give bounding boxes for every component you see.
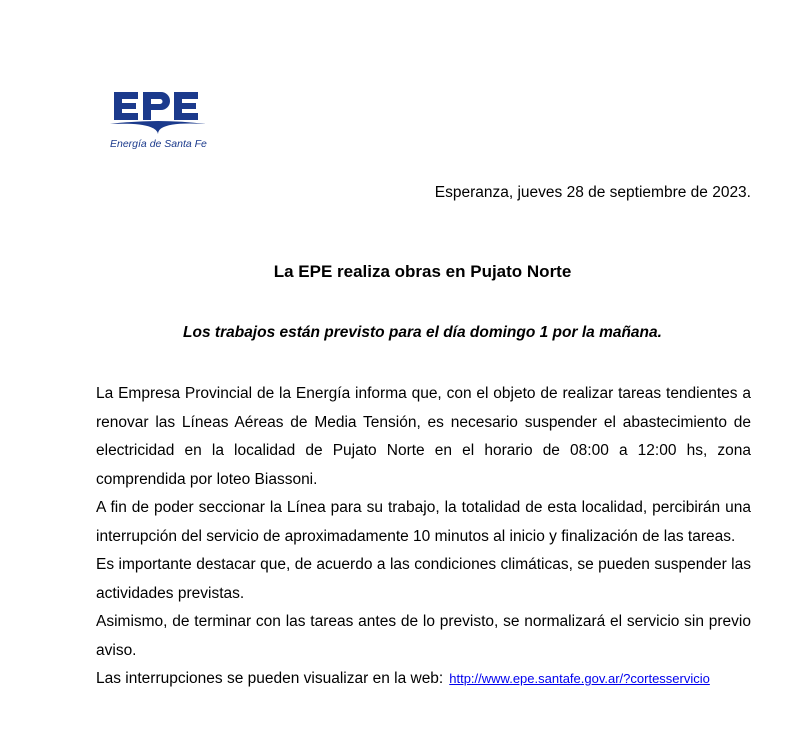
paragraph: A fin de poder seccionar la Línea para su trabajo, la totalidad de esta localidad, percibirán una interrupción del servicio de aproximadamente 10 minutos al inicio y finalización de las tareas. [96, 499, 751, 545]
logo-tagline: Energía de Santa Fe [110, 138, 207, 150]
page-title: La EPE realiza obras en Pujato Norte [273, 262, 572, 281]
subtitle: Los trabajos están previsto para el día domingo 1 por la mañana. [183, 324, 662, 341]
epe-logo-mark [108, 88, 208, 138]
web-line-text: Las interrupciones se pueden visualizar en la web: [96, 670, 444, 687]
cortes-servicio-link[interactable]: http://www.epe.santafe.gov.ar/?cortesservicio [449, 671, 710, 686]
epe-logo [108, 88, 208, 154]
paragraph: Asimismo, de terminar con las tareas antes de lo previsto, se normalizará el servicio sin previo aviso. [96, 613, 751, 659]
date-line: Esperanza, jueves 28 de septiembre de 2023. [434, 184, 751, 201]
paragraph: Es importante destacar que, de acuerdo a las condiciones climáticas, se pueden suspender las actividades previstas. [96, 556, 751, 602]
press-release-body [96, 380, 751, 694]
web-line [96, 665, 751, 694]
paragraph: La Empresa Provincial de la Energía informa que, con el objeto de realizar tareas tendientes a renovar las Líneas Aéreas de Media Tensión, es necesario suspender el abastecimiento de electricidad en la localidad de Pujato Norte en el horario de 08:00 a 12:00 hs, zona comprendida por loteo Biassoni. [96, 385, 751, 488]
